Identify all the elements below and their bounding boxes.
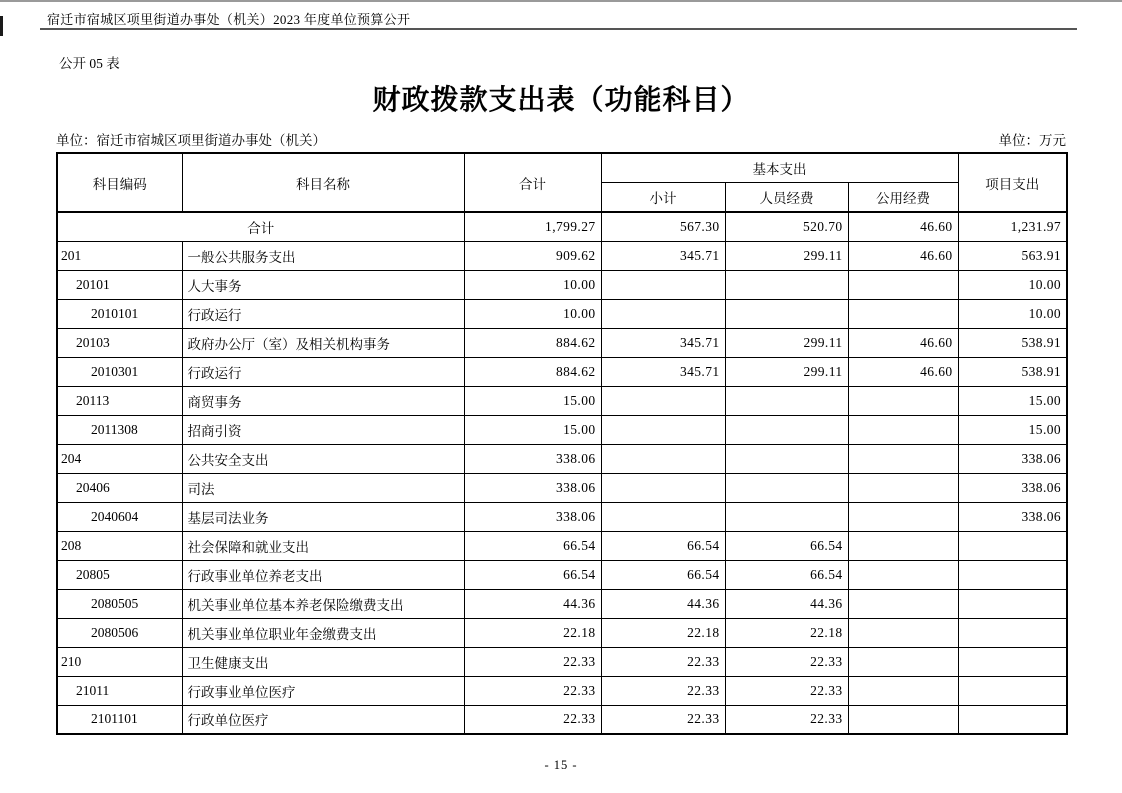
cell-public: [848, 647, 958, 676]
cell-project: 538.91: [958, 357, 1067, 386]
scan-artifact: [0, 16, 3, 36]
cell-project: [958, 531, 1067, 560]
header-rule: [40, 28, 1077, 30]
cell-total: 338.06: [464, 444, 601, 473]
cell-personnel: [725, 473, 848, 502]
cell-subtotal: 22.18: [601, 618, 725, 647]
cell-subtotal: 66.54: [601, 560, 725, 589]
cell-name: 司法: [182, 473, 464, 502]
table-row: [57, 299, 1067, 328]
table-row: [57, 647, 1067, 676]
col-header-total: 合计: [464, 153, 601, 212]
cell-name: 行政事业单位养老支出: [182, 560, 464, 589]
cell-project: [958, 560, 1067, 589]
cell-subtotal: 345.71: [601, 328, 725, 357]
cell-project: 338.06: [958, 444, 1067, 473]
cell-personnel: [725, 386, 848, 415]
cell-public: [848, 270, 958, 299]
cell-code: 201: [57, 241, 182, 270]
cell-public: 46.60: [848, 241, 958, 270]
cell-personnel: 299.11: [725, 328, 848, 357]
cell-subtotal: 44.36: [601, 589, 725, 618]
cell-personnel: 44.36: [725, 589, 848, 618]
cell-personnel: 22.18: [725, 618, 848, 647]
cell-name: 机关事业单位基本养老保险缴费支出: [182, 589, 464, 618]
cell-total: 66.54: [464, 560, 601, 589]
cell-total: 10.00: [464, 270, 601, 299]
cell-code: 2101101: [57, 705, 182, 734]
cell-project: 563.91: [958, 241, 1067, 270]
col-header-personnel: 人员经费: [725, 182, 848, 212]
cell-total: 22.33: [464, 676, 601, 705]
cell-public: 46.60: [848, 357, 958, 386]
cell-name: 公共安全支出: [182, 444, 464, 473]
col-header-code: 科目编码: [57, 153, 182, 212]
cell-name: 政府办公厅（室）及相关机构事务: [182, 328, 464, 357]
cell-name: 行政运行: [182, 299, 464, 328]
cell-project: [958, 618, 1067, 647]
cell-name: 行政事业单位医疗: [182, 676, 464, 705]
cell-total: 22.18: [464, 618, 601, 647]
cell-public: [848, 531, 958, 560]
col-header-project: 项目支出: [958, 153, 1067, 212]
cell-subtotal: [601, 386, 725, 415]
cell-subtotal: 22.33: [601, 705, 725, 734]
cell-total: 1,799.27: [464, 212, 601, 241]
cell-personnel: [725, 415, 848, 444]
cell-code: 2080505: [57, 589, 182, 618]
cell-project: [958, 676, 1067, 705]
cell-total: 338.06: [464, 502, 601, 531]
cell-subtotal: 22.33: [601, 647, 725, 676]
table-row: [57, 357, 1067, 386]
cell-subtotal: [601, 415, 725, 444]
cell-total-label: 合计: [57, 212, 464, 241]
cell-personnel: [725, 299, 848, 328]
cell-name: 社会保障和就业支出: [182, 531, 464, 560]
cell-code: 208: [57, 531, 182, 560]
unit-left: 单位：宿迁市宿城区项里街道办事处（机关）: [56, 133, 326, 148]
cell-personnel: 22.33: [725, 676, 848, 705]
cell-total: 44.36: [464, 589, 601, 618]
cell-code: 2040604: [57, 502, 182, 531]
cell-subtotal: [601, 502, 725, 531]
cell-code: 20805: [57, 560, 182, 589]
cell-code: 204: [57, 444, 182, 473]
cell-subtotal: [601, 299, 725, 328]
table-row: [57, 473, 1067, 502]
window-top-edge: [0, 0, 1122, 2]
cell-personnel: 22.33: [725, 705, 848, 734]
cell-personnel: [725, 444, 848, 473]
table-row: [57, 531, 1067, 560]
cell-project: 10.00: [958, 270, 1067, 299]
cell-personnel: 66.54: [725, 531, 848, 560]
cell-project: 338.06: [958, 473, 1067, 502]
cell-project: [958, 589, 1067, 618]
table-row: [57, 589, 1067, 618]
table-row: [57, 270, 1067, 299]
cell-subtotal: 345.71: [601, 241, 725, 270]
table-row: [57, 705, 1067, 734]
table-row: [57, 328, 1067, 357]
cell-project: 338.06: [958, 502, 1067, 531]
table-row: [57, 676, 1067, 705]
cell-public: [848, 444, 958, 473]
table-body: [57, 212, 1067, 734]
cell-code: 2011308: [57, 415, 182, 444]
cell-project: [958, 705, 1067, 734]
table-row: [57, 415, 1067, 444]
doc-header: 宿迁市宿城区项里街道办事处（机关）2023 年度单位预算公开: [47, 12, 411, 27]
unit-right: 单位：万元: [998, 133, 1066, 148]
cell-subtotal: [601, 444, 725, 473]
col-header-subtotal: 小计: [601, 182, 725, 212]
cell-personnel: 520.70: [725, 212, 848, 241]
cell-name: 机关事业单位职业年金缴费支出: [182, 618, 464, 647]
cell-public: 46.60: [848, 328, 958, 357]
cell-total: 884.62: [464, 328, 601, 357]
cell-public: [848, 676, 958, 705]
cell-public: [848, 705, 958, 734]
cell-code: 20103: [57, 328, 182, 357]
cell-subtotal: [601, 473, 725, 502]
cell-public: [848, 560, 958, 589]
cell-name: 招商引资: [182, 415, 464, 444]
cell-project: 1,231.97: [958, 212, 1067, 241]
page-number: - 15 -: [544, 758, 578, 772]
unit-row: [56, 129, 1066, 149]
cell-code: 2010301: [57, 357, 182, 386]
cell-personnel: [725, 502, 848, 531]
table-row: [57, 560, 1067, 589]
cell-public: [848, 589, 958, 618]
table-row-total: [57, 212, 1067, 241]
cell-code: 20101: [57, 270, 182, 299]
cell-total: 22.33: [464, 647, 601, 676]
cell-total: 15.00: [464, 415, 601, 444]
col-header-name: 科目名称: [182, 153, 464, 212]
cell-personnel: 22.33: [725, 647, 848, 676]
cell-code: 210: [57, 647, 182, 676]
cell-personnel: 299.11: [725, 241, 848, 270]
page-title: 财政拨款支出表（功能科目）: [372, 85, 750, 116]
cell-subtotal: 567.30: [601, 212, 725, 241]
budget-table: [56, 152, 1068, 735]
cell-public: [848, 386, 958, 415]
cell-total: 10.00: [464, 299, 601, 328]
cell-public: 46.60: [848, 212, 958, 241]
cell-name: 行政运行: [182, 357, 464, 386]
cell-name: 卫生健康支出: [182, 647, 464, 676]
cell-name: 基层司法业务: [182, 502, 464, 531]
cell-personnel: 66.54: [725, 560, 848, 589]
table-row: [57, 386, 1067, 415]
cell-public: [848, 473, 958, 502]
table-row: [57, 241, 1067, 270]
cell-name: 行政单位医疗: [182, 705, 464, 734]
cell-subtotal: [601, 270, 725, 299]
cell-project: 10.00: [958, 299, 1067, 328]
cell-public: [848, 299, 958, 328]
cell-code: 20406: [57, 473, 182, 502]
cell-personnel: [725, 270, 848, 299]
cell-code: 20113: [57, 386, 182, 415]
cell-code: 2010101: [57, 299, 182, 328]
cell-total: 909.62: [464, 241, 601, 270]
table-row: [57, 502, 1067, 531]
cell-public: [848, 502, 958, 531]
cell-project: 15.00: [958, 386, 1067, 415]
cell-total: 22.33: [464, 705, 601, 734]
cell-personnel: 299.11: [725, 357, 848, 386]
cell-name: 一般公共服务支出: [182, 241, 464, 270]
cell-code: 21011: [57, 676, 182, 705]
table-row: [57, 618, 1067, 647]
cell-total: 66.54: [464, 531, 601, 560]
cell-project: [958, 647, 1067, 676]
cell-total: 338.06: [464, 473, 601, 502]
cell-subtotal: 345.71: [601, 357, 725, 386]
table-label: 公开 05 表: [59, 56, 120, 71]
cell-public: [848, 415, 958, 444]
cell-total: 15.00: [464, 386, 601, 415]
cell-subtotal: 66.54: [601, 531, 725, 560]
table-row: [57, 444, 1067, 473]
cell-public: [848, 618, 958, 647]
header-row-1: [57, 153, 1067, 182]
cell-code: 2080506: [57, 618, 182, 647]
cell-total: 884.62: [464, 357, 601, 386]
cell-name: 商贸事务: [182, 386, 464, 415]
col-header-basic-group: 基本支出: [601, 153, 958, 182]
cell-project: 538.91: [958, 328, 1067, 357]
cell-name: 人大事务: [182, 270, 464, 299]
cell-project: 15.00: [958, 415, 1067, 444]
cell-subtotal: 22.33: [601, 676, 725, 705]
col-header-public: 公用经费: [848, 182, 958, 212]
